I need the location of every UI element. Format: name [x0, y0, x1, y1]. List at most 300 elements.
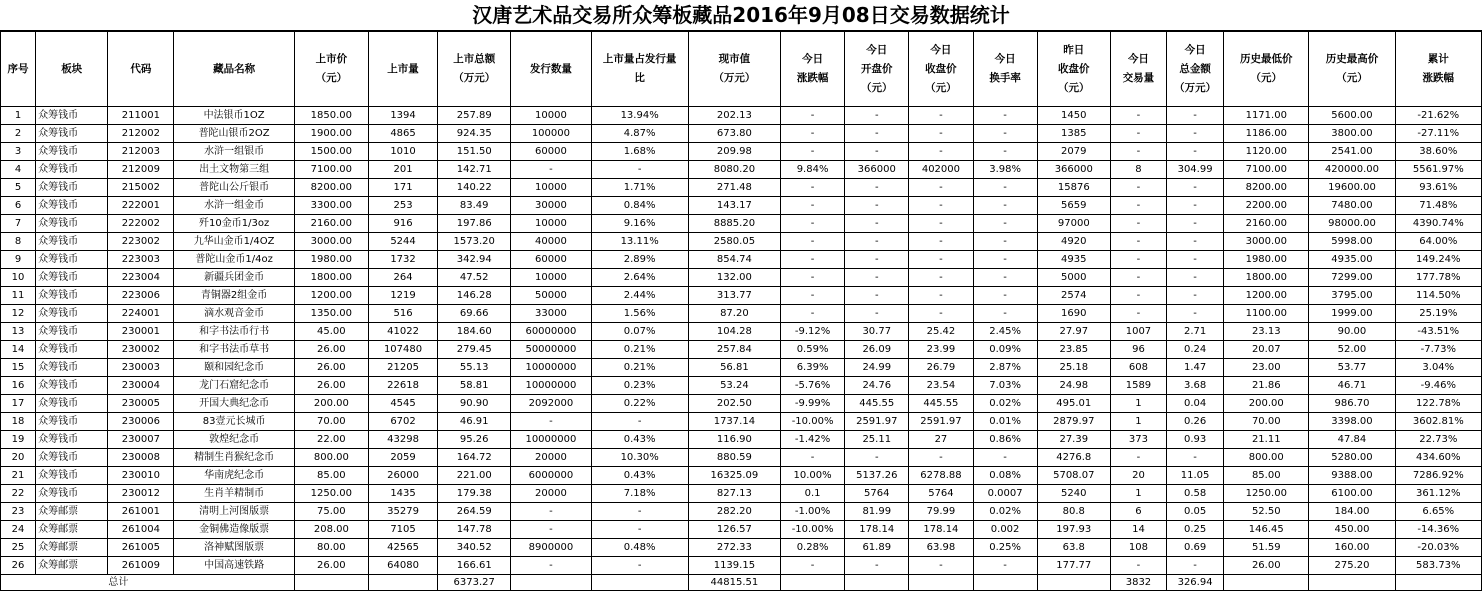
- table-cell: 47.84: [1309, 431, 1395, 449]
- table-cell: 3602.81%: [1395, 413, 1481, 431]
- table-row: [1, 359, 1482, 377]
- table-cell: 46.71: [1309, 377, 1395, 395]
- table-cell: 171: [368, 179, 437, 197]
- table-cell: 华南虎纪念币: [174, 467, 294, 485]
- table-cell: 23.54: [909, 377, 973, 395]
- table-row: [1, 125, 1482, 143]
- table-cell: -: [1110, 287, 1166, 305]
- table-cell: 0.09%: [973, 341, 1037, 359]
- table-row: [1, 143, 1482, 161]
- table-cell: 1010: [368, 143, 437, 161]
- table-cell: 1139.15: [688, 557, 780, 575]
- table-cell: 10: [1, 269, 36, 287]
- table-cell: 126.57: [688, 521, 780, 539]
- table-cell: -: [591, 413, 688, 431]
- table-cell: 230005: [108, 395, 174, 413]
- table-cell: -: [973, 143, 1037, 161]
- table-cell: 0.23%: [591, 377, 688, 395]
- table-cell: -: [1167, 179, 1224, 197]
- table-cell: -: [781, 251, 845, 269]
- table-cell: 众筹钱币: [36, 377, 108, 395]
- table-cell: 2079: [1037, 143, 1110, 161]
- table-cell: 0.24: [1167, 341, 1224, 359]
- table-cell: 1732: [368, 251, 437, 269]
- column-header-line: 序号: [7, 62, 29, 75]
- table-cell: 2591.97: [909, 413, 973, 431]
- column-header-line: 总金额: [1179, 62, 1211, 75]
- table-cell: 1385: [1037, 125, 1110, 143]
- table-cell: 3300.00: [294, 197, 368, 215]
- table-cell: 8: [1, 233, 36, 251]
- table-cell: 众筹钱币: [36, 233, 108, 251]
- table-cell: 212009: [108, 161, 174, 179]
- table-cell: -: [973, 305, 1037, 323]
- table-cell: 26000: [368, 467, 437, 485]
- table-cell: -9.99%: [781, 395, 845, 413]
- table-cell: 5240: [1037, 485, 1110, 503]
- column-header-line: （元）: [861, 81, 893, 94]
- table-cell: 1980.00: [294, 251, 368, 269]
- table-row: [1, 179, 1482, 197]
- table-cell: 17: [1, 395, 36, 413]
- column-header-line: 累计: [1427, 53, 1449, 65]
- table-cell: -: [845, 215, 909, 233]
- table-cell: 445.55: [845, 395, 909, 413]
- table-cell: -: [511, 161, 591, 179]
- table-cell: 9.84%: [781, 161, 845, 179]
- table-cell: 8: [1110, 161, 1166, 179]
- table-cell: 3398.00: [1309, 413, 1395, 431]
- table-cell: -: [909, 557, 973, 575]
- table-cell: 2.44%: [591, 287, 688, 305]
- column-header: [1037, 32, 1110, 107]
- table-cell: 2160.00: [294, 215, 368, 233]
- table-cell: 众筹钱币: [36, 395, 108, 413]
- table-cell: 0.48%: [591, 539, 688, 557]
- table-cell: 97000: [1037, 215, 1110, 233]
- table-cell: 21205: [368, 359, 437, 377]
- table-cell: 0.25: [1167, 521, 1224, 539]
- table-cell: 4865: [368, 125, 437, 143]
- table-cell: -: [1110, 305, 1166, 323]
- table-cell: 众筹邮票: [36, 521, 108, 539]
- table-cell: 516: [368, 305, 437, 323]
- table-cell: 5: [1, 179, 36, 197]
- table-cell: 166.61: [438, 557, 511, 575]
- table-cell: 众筹钱币: [36, 485, 108, 503]
- table-cell: -: [845, 287, 909, 305]
- table-cell: 1573.20: [438, 233, 511, 251]
- table-cell: 21.11: [1224, 431, 1309, 449]
- table-cell: 2.71: [1167, 323, 1224, 341]
- table-cell: -: [1167, 107, 1224, 125]
- table-cell: 7100.00: [294, 161, 368, 179]
- table-row: [1, 485, 1482, 503]
- table-cell: 230007: [108, 431, 174, 449]
- table-cell: 0.84%: [591, 197, 688, 215]
- table-cell: -: [1167, 449, 1224, 467]
- table-cell: -: [1110, 557, 1166, 575]
- table-cell: 1690: [1037, 305, 1110, 323]
- table-cell: 212003: [108, 143, 174, 161]
- table-cell: 1.71%: [591, 179, 688, 197]
- table-cell: -: [909, 251, 973, 269]
- table-cell: 9388.00: [1309, 467, 1395, 485]
- table-cell: -: [1110, 107, 1166, 125]
- table-cell: 0.28%: [781, 539, 845, 557]
- column-header: [368, 32, 437, 107]
- table-cell: 8900000: [511, 539, 591, 557]
- table-cell: -: [511, 521, 591, 539]
- table-cell: 众筹钱币: [36, 251, 108, 269]
- table-cell: 261001: [108, 503, 174, 521]
- table-cell: 23.13: [1224, 323, 1309, 341]
- table-cell: -: [909, 269, 973, 287]
- table-cell: 4: [1, 161, 36, 179]
- column-header-line: 今日: [802, 53, 824, 65]
- table-cell: 177.78%: [1395, 269, 1481, 287]
- table-cell: 7299.00: [1309, 269, 1395, 287]
- table-cell: 6.39%: [781, 359, 845, 377]
- table-cell: 26: [1, 557, 36, 575]
- table-cell: 众筹钱币: [36, 143, 108, 161]
- table-cell: 24: [1, 521, 36, 539]
- table-cell: 264: [368, 269, 437, 287]
- table-cell: 1850.00: [294, 107, 368, 125]
- column-header-line: 现市值: [718, 53, 751, 65]
- table-cell: 众筹钱币: [36, 341, 108, 359]
- table-cell: 420000.00: [1309, 161, 1395, 179]
- table-cell: 1350.00: [294, 305, 368, 323]
- table-cell: 8080.20: [688, 161, 780, 179]
- table-cell: 1250.00: [1224, 485, 1309, 503]
- table-cell: 673.80: [688, 125, 780, 143]
- table-cell: 2574: [1037, 287, 1110, 305]
- table-cell: 83.49: [438, 197, 511, 215]
- table-cell: 20: [1110, 467, 1166, 485]
- table-cell: -: [845, 269, 909, 287]
- table-cell: 0.43%: [591, 467, 688, 485]
- table-cell: 986.70: [1309, 395, 1395, 413]
- table-cell: -: [1167, 233, 1224, 251]
- table-cell: 4935.00: [1309, 251, 1395, 269]
- table-row: [1, 413, 1482, 431]
- table-cell: 普陀山公斤银币: [174, 179, 294, 197]
- table-cell: 52.50: [1224, 503, 1309, 521]
- table-cell: 出土文物第三组: [174, 161, 294, 179]
- table-cell: 2.89%: [591, 251, 688, 269]
- table-cell: 5764: [845, 485, 909, 503]
- table-cell: 13.94%: [591, 107, 688, 125]
- table-cell: 230012: [108, 485, 174, 503]
- table-body: [1, 107, 1482, 575]
- header-row: [1, 32, 1482, 107]
- table-cell: 2160.00: [1224, 215, 1309, 233]
- table-cell: 70.00: [1224, 413, 1309, 431]
- table-row: [1, 467, 1482, 485]
- table-cell: 13.11%: [591, 233, 688, 251]
- table-cell: 211001: [108, 107, 174, 125]
- table-cell: 6: [1, 197, 36, 215]
- table-cell: 46.91: [438, 413, 511, 431]
- table-cell: 42565: [368, 539, 437, 557]
- table-cell: 众筹钱币: [36, 125, 108, 143]
- table-cell: 4390.74%: [1395, 215, 1481, 233]
- table-cell: 普陀山银币2OZ: [174, 125, 294, 143]
- table-cell: 1: [1110, 485, 1166, 503]
- table-cell: 15876: [1037, 179, 1110, 197]
- table-cell: 178.14: [909, 521, 973, 539]
- column-header-line: 今日: [1127, 53, 1149, 65]
- table-cell: 5000: [1037, 269, 1110, 287]
- table-cell: 众筹钱币: [36, 431, 108, 449]
- table-cell: 4545: [368, 395, 437, 413]
- table-cell: -: [845, 449, 909, 467]
- table-row: [1, 233, 1482, 251]
- table-cell: 青铜器2组金币: [174, 287, 294, 305]
- table-cell: 197.93: [1037, 521, 1110, 539]
- table-cell: 95.26: [438, 431, 511, 449]
- table-cell: 生肖羊精制币: [174, 485, 294, 503]
- column-header-line: （元）: [925, 81, 957, 94]
- sheet-title: 汉唐艺术品交易所众筹板藏品2016年9月08日交易数据统计: [0, 0, 1482, 31]
- table-cell: 304.99: [1167, 161, 1224, 179]
- table-cell: 7286.92%: [1395, 467, 1481, 485]
- column-header: [36, 32, 108, 107]
- table-cell: 53.77: [1309, 359, 1395, 377]
- table-row: [1, 161, 1482, 179]
- table-cell: 132.00: [688, 269, 780, 287]
- table-cell: -: [909, 305, 973, 323]
- table-cell: 434.60%: [1395, 449, 1481, 467]
- table-cell: 35279: [368, 503, 437, 521]
- table-cell: 2580.05: [688, 233, 780, 251]
- table-cell: -: [973, 449, 1037, 467]
- table-cell: 27: [909, 431, 973, 449]
- table-cell: -: [781, 269, 845, 287]
- table-cell: 43298: [368, 431, 437, 449]
- table-cell: 26.00: [294, 341, 368, 359]
- table-cell: 7480.00: [1309, 197, 1395, 215]
- table-cell: 10000000: [511, 377, 591, 395]
- table-cell: 222002: [108, 215, 174, 233]
- table-cell: -: [1167, 251, 1224, 269]
- table-cell: 1900.00: [294, 125, 368, 143]
- column-header-line: 发行数量: [529, 62, 572, 75]
- table-cell: 230008: [108, 449, 174, 467]
- table-cell: 60000: [511, 251, 591, 269]
- table-cell: 23.85: [1037, 341, 1110, 359]
- table-cell: 0.69: [1167, 539, 1224, 557]
- table-cell: 22.00: [294, 431, 368, 449]
- table-cell: 7: [1, 215, 36, 233]
- table-cell: 开国大典纪念币: [174, 395, 294, 413]
- table-cell: 8200.00: [294, 179, 368, 197]
- table-cell: 21: [1, 467, 36, 485]
- table-cell: -27.11%: [1395, 125, 1481, 143]
- table-cell: 众筹邮票: [36, 539, 108, 557]
- table-cell: 201: [368, 161, 437, 179]
- table-cell: 19600.00: [1309, 179, 1395, 197]
- table-cell: 0.02%: [973, 395, 1037, 413]
- column-header-line: 历史最低价: [1240, 53, 1293, 65]
- table-cell: -: [909, 143, 973, 161]
- table-cell: -: [1167, 305, 1224, 323]
- table-cell: 众筹钱币: [36, 323, 108, 341]
- table-cell: 184.60: [438, 323, 511, 341]
- table-cell: 众筹钱币: [36, 215, 108, 233]
- table-row: [1, 305, 1482, 323]
- table-cell: 10000000: [511, 431, 591, 449]
- table-cell: 0.05: [1167, 503, 1224, 521]
- table-cell: 70.00: [294, 413, 368, 431]
- table-cell: 2059: [368, 449, 437, 467]
- table-cell: -: [781, 179, 845, 197]
- table-cell: 230004: [108, 377, 174, 395]
- table-cell: 222001: [108, 197, 174, 215]
- table-cell: -: [973, 179, 1037, 197]
- table-cell: -: [591, 161, 688, 179]
- table-cell: 53.24: [688, 377, 780, 395]
- total-market-value: 44815.51: [688, 575, 780, 591]
- table-cell: 33000: [511, 305, 591, 323]
- table-cell: 22: [1, 485, 36, 503]
- table-cell: 85.00: [1224, 467, 1309, 485]
- table-cell: 9: [1, 251, 36, 269]
- table-row: [1, 215, 1482, 233]
- table-cell: -: [909, 107, 973, 125]
- table-cell: -: [781, 107, 845, 125]
- total-label: 总计: [1, 575, 295, 591]
- table-cell: 1394: [368, 107, 437, 125]
- table-cell: 50000000: [511, 341, 591, 359]
- column-header-line: 比: [634, 72, 645, 84]
- table-cell: 0.86%: [973, 431, 1037, 449]
- table-cell: 445.55: [909, 395, 973, 413]
- table-cell: 众筹钱币: [36, 449, 108, 467]
- column-header: [909, 32, 973, 107]
- table-cell: 众筹钱币: [36, 467, 108, 485]
- table-cell: 261004: [108, 521, 174, 539]
- table-cell: 149.24%: [1395, 251, 1481, 269]
- table-cell: -: [909, 197, 973, 215]
- table-cell: 众筹邮票: [36, 557, 108, 575]
- table-cell: 147.78: [438, 521, 511, 539]
- table-cell: 九华山金币1/4OZ: [174, 233, 294, 251]
- table-cell: -: [973, 233, 1037, 251]
- table-cell: 230002: [108, 341, 174, 359]
- table-cell: 51.59: [1224, 539, 1309, 557]
- table-cell: -: [511, 557, 591, 575]
- table-cell: 14: [1, 341, 36, 359]
- table-row: [1, 287, 1482, 305]
- table-cell: -20.03%: [1395, 539, 1481, 557]
- table-cell: 1007: [1110, 323, 1166, 341]
- table-cell: 1.68%: [591, 143, 688, 161]
- table-cell: 215002: [108, 179, 174, 197]
- table-cell: 223006: [108, 287, 174, 305]
- table-cell: 0.08%: [973, 467, 1037, 485]
- table-cell: -: [909, 287, 973, 305]
- table-cell: 精制生肖猴纪念币: [174, 449, 294, 467]
- total-listing-amount: 6373.27: [438, 575, 511, 591]
- column-header: [1224, 32, 1309, 107]
- table-cell: 10.30%: [591, 449, 688, 467]
- table-cell: 10000: [511, 179, 591, 197]
- table-cell: 5137.26: [845, 467, 909, 485]
- table-cell: 1500.00: [294, 143, 368, 161]
- table-cell: 1219: [368, 287, 437, 305]
- table-cell: 1450: [1037, 107, 1110, 125]
- table-cell: -: [1110, 197, 1166, 215]
- table-cell: -: [591, 521, 688, 539]
- table-cell: -: [781, 233, 845, 251]
- table-cell: -: [845, 233, 909, 251]
- table-cell: 5280.00: [1309, 449, 1395, 467]
- table-cell: 200.00: [294, 395, 368, 413]
- table-cell: 16325.09: [688, 467, 780, 485]
- table-cell: 1: [1110, 413, 1166, 431]
- table-cell: 26.00: [294, 557, 368, 575]
- column-header: [688, 32, 780, 107]
- table-cell: 7.18%: [591, 485, 688, 503]
- table-cell: 0.01%: [973, 413, 1037, 431]
- table-cell: 282.20: [688, 503, 780, 521]
- table-cell: 60000000: [511, 323, 591, 341]
- table-cell: 25.11: [845, 431, 909, 449]
- column-header-line: 涨跌幅: [796, 72, 829, 84]
- column-header: [108, 32, 174, 107]
- table-cell: 212002: [108, 125, 174, 143]
- table-cell: 众筹钱币: [36, 179, 108, 197]
- table-cell: 146.45: [1224, 521, 1309, 539]
- table-cell: 608: [1110, 359, 1166, 377]
- table-cell: 27.97: [1037, 323, 1110, 341]
- table-cell: 23.00: [1224, 359, 1309, 377]
- column-header-line: 交易量: [1122, 72, 1155, 84]
- table-cell: -: [1110, 215, 1166, 233]
- column-header: [174, 32, 294, 107]
- column-header: [1167, 32, 1224, 107]
- table-cell: 827.13: [688, 485, 780, 503]
- table-cell: 402000: [909, 161, 973, 179]
- table-cell: -: [781, 305, 845, 323]
- table-cell: 52.00: [1309, 341, 1395, 359]
- table-cell: -43.51%: [1395, 323, 1481, 341]
- table-cell: 880.59: [688, 449, 780, 467]
- table-cell: 1589: [1110, 377, 1166, 395]
- table-row: [1, 449, 1482, 467]
- table-cell: 10000: [511, 215, 591, 233]
- table-cell: 2591.97: [845, 413, 909, 431]
- table-cell: 14: [1110, 521, 1166, 539]
- column-header: [845, 32, 909, 107]
- table-cell: 6702: [368, 413, 437, 431]
- table-cell: 0.58: [1167, 485, 1224, 503]
- table-cell: 90.00: [1309, 323, 1395, 341]
- table-cell: 2541.00: [1309, 143, 1395, 161]
- table-cell: 104.28: [688, 323, 780, 341]
- table-cell: 10000: [511, 269, 591, 287]
- table-cell: -: [1110, 125, 1166, 143]
- table-cell: 450.00: [1309, 521, 1395, 539]
- table-cell: -: [1167, 143, 1224, 161]
- table-cell: 3: [1, 143, 36, 161]
- table-cell: 2.64%: [591, 269, 688, 287]
- table-cell: 8200.00: [1224, 179, 1309, 197]
- table-cell: -: [973, 197, 1037, 215]
- table-cell: 25.19%: [1395, 305, 1481, 323]
